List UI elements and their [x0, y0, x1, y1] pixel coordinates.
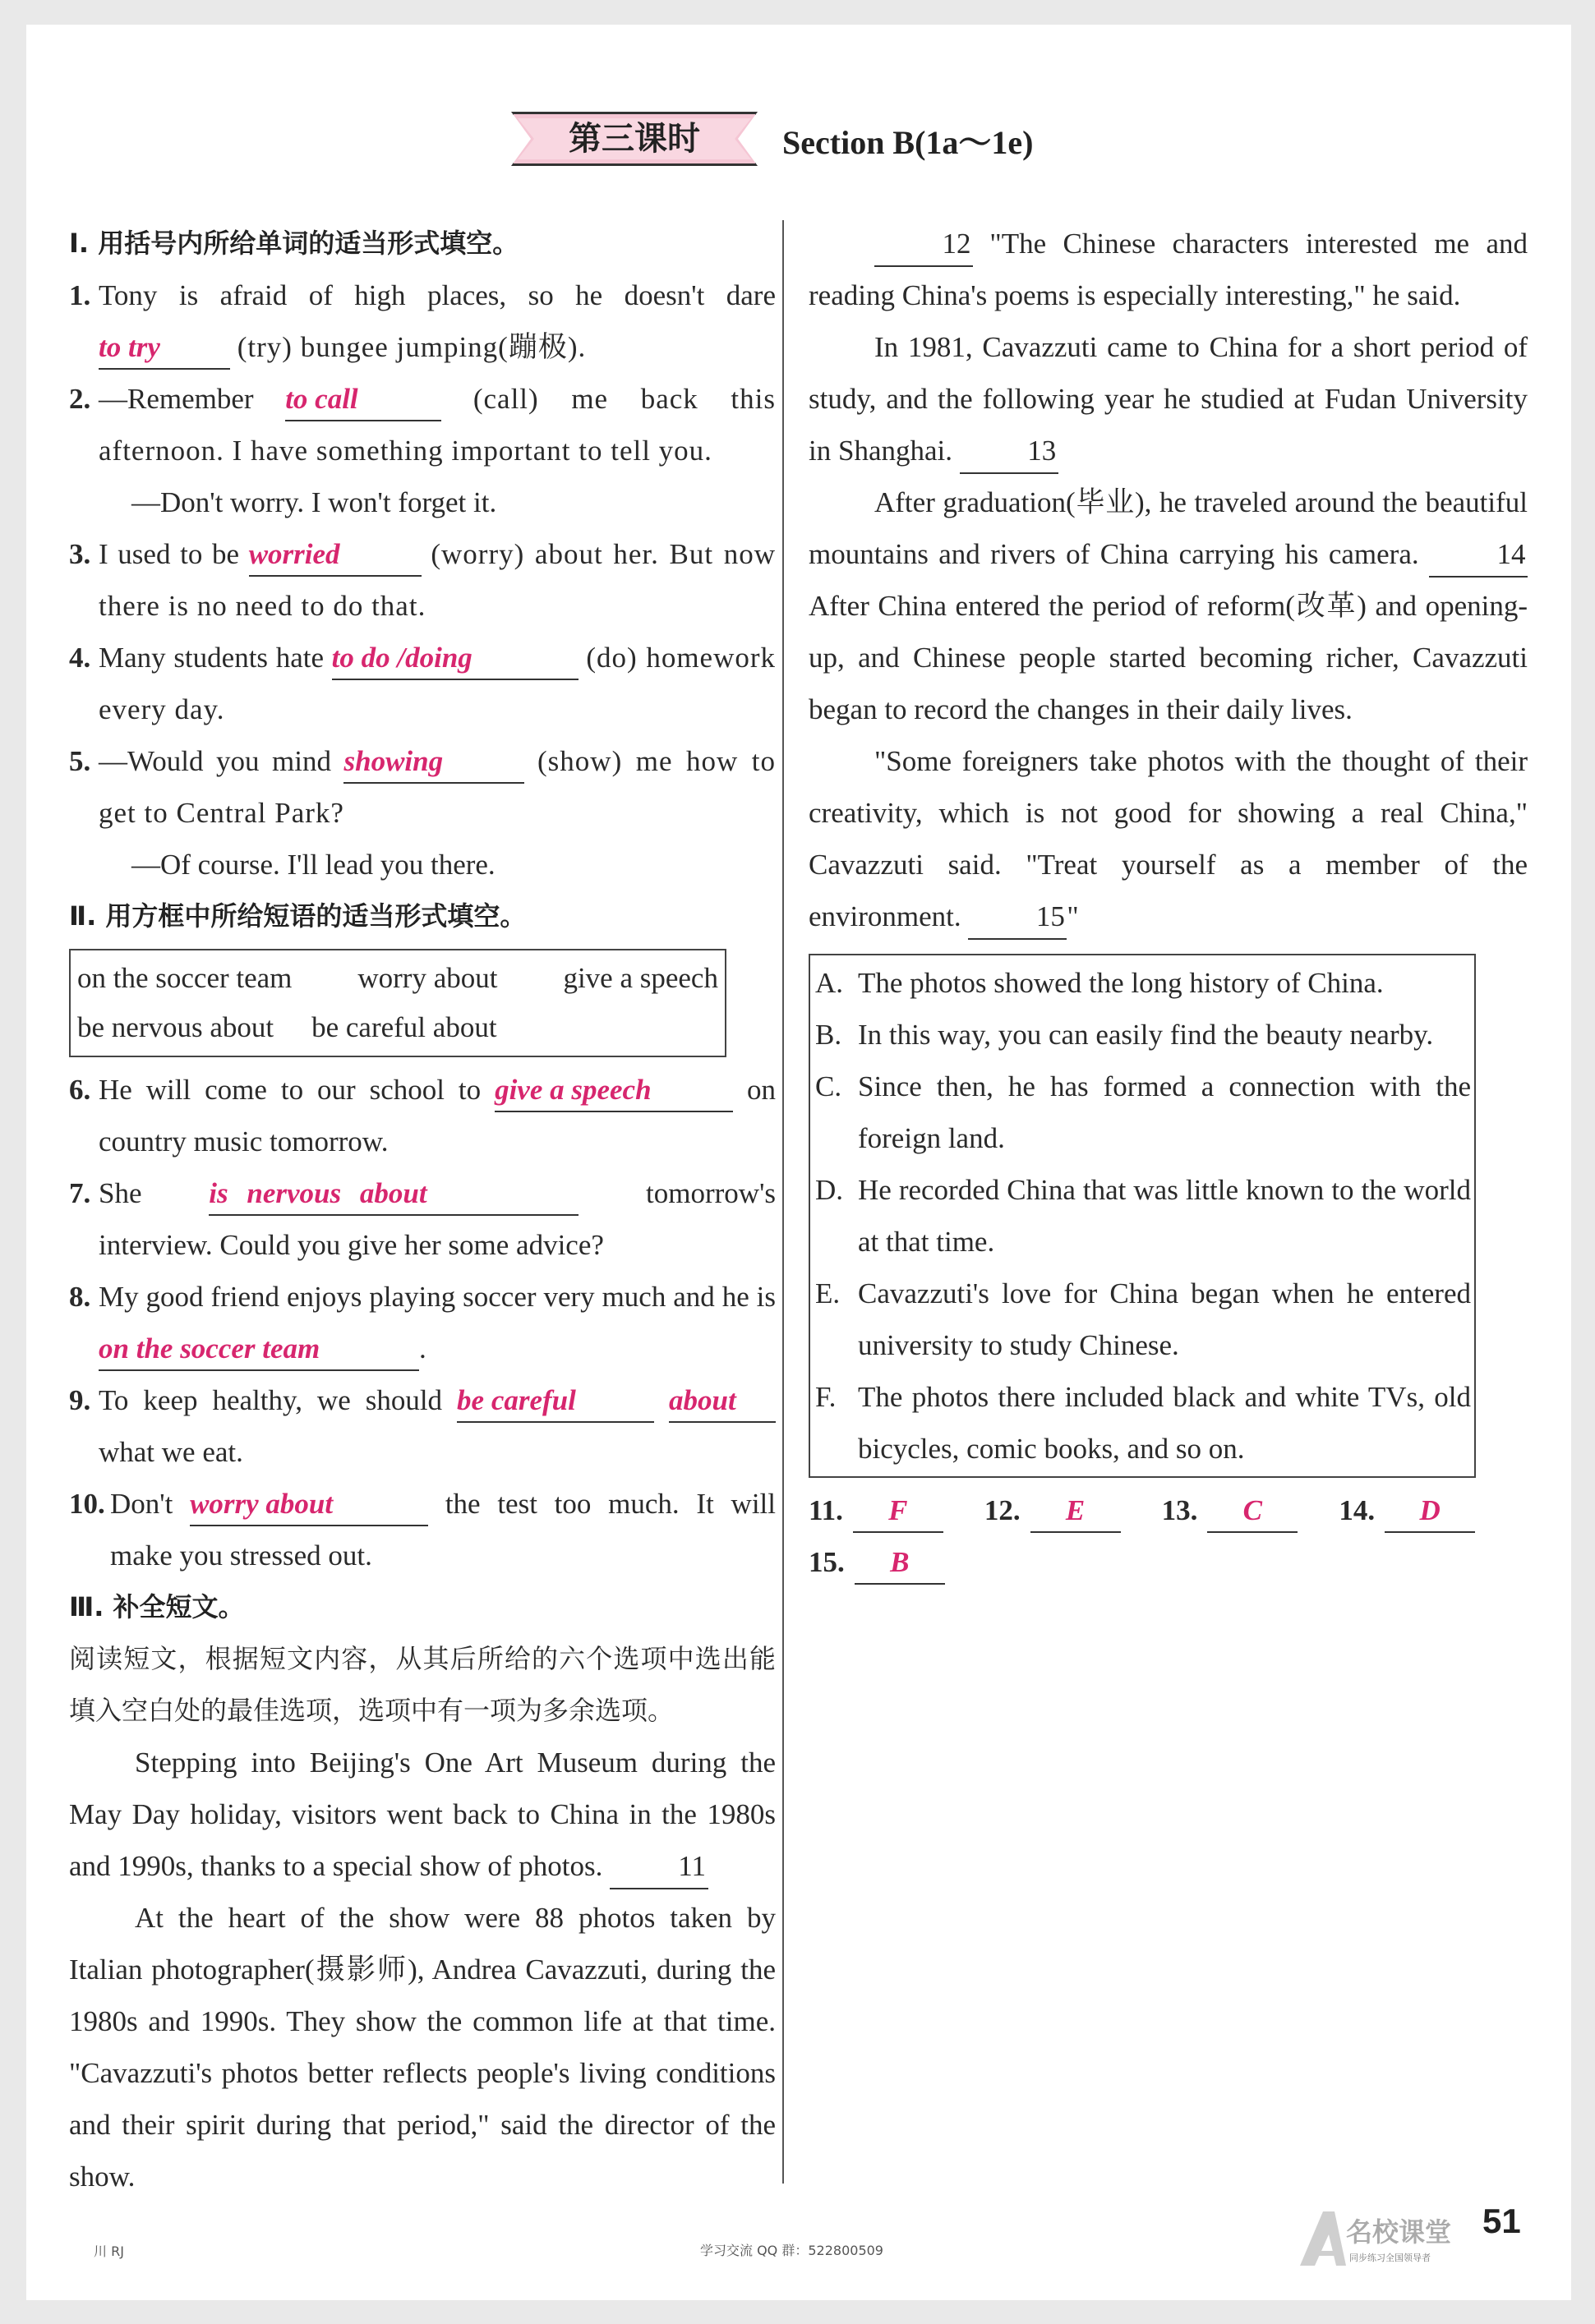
answer-blank-8[interactable]: on the soccer team: [99, 1328, 419, 1371]
left-column: [69, 218, 776, 2202]
answer-blank-10[interactable]: worry about: [190, 1484, 428, 1526]
option-c: C. Since then, he has formed a connection with the foreign land.: [815, 1070, 1471, 1154]
question-1: 1. Tony is afraid of high places, so he doesn't dare to try (try) bungee jumping(蹦极).: [69, 269, 776, 373]
answer-blank-9b[interactable]: about: [669, 1380, 776, 1423]
option-a: A. The photos showed the long history of China.: [815, 967, 1384, 999]
question-10: 10. Don't worry about the test too much. It will make you stressed out.: [69, 1478, 776, 1581]
phrase: on the soccer team: [77, 962, 293, 994]
edition-label: 川 RJ: [94, 2243, 124, 2259]
passage-paragraph-6: "Some foreigners take photos with the thought of their creativity, which is not good for showing a real China," Cavazzuti said. "Treat yourself as a member of the environment. 15": [809, 735, 1528, 942]
qq-group-label: 学习交流 QQ 群：522800509: [700, 2243, 883, 2258]
answer-blank-2[interactable]: to call: [285, 379, 441, 421]
part2-heading: Ⅱ. 用方框中所给短语的适当形式填空。: [69, 900, 527, 932]
passage-paragraph-5: After graduation(毕业), he traveled around the beautiful mountains and rivers of China carrying his camera. 14 After China entered the period of reform(改革) and opening-up, and Chinese people started becoming richer, Cavazzuti began to record the changes in their daily lives.: [809, 486, 1528, 725]
right-column: [809, 218, 1528, 1588]
answer-blank-3[interactable]: worried: [249, 534, 422, 577]
answer-blank-9a[interactable]: be careful: [457, 1380, 654, 1423]
passage-paragraph-4: In 1981, Cavazzuti came to China for a short period of study, and the following year he studied at Fudan University in Shanghai. 13: [809, 321, 1528, 476]
answer-blank-4[interactable]: to do /doing: [332, 637, 579, 680]
passage-blank-15[interactable]: 15: [968, 895, 1067, 940]
section-title: Section B(1a～1e): [782, 124, 1034, 161]
answer-15: 15. B: [809, 1536, 945, 1588]
page-number: 51: [1482, 2202, 1521, 2240]
question-2: 2. —Remember to call (call) me back this afternoon. I have something important to tell you. —Don't worry. I won't forget it.: [69, 373, 776, 528]
passage-paragraph-2: At the heart of the show were 88 photos taken by Italian photographer(摄影师), Andrea Cavazzuti, during the 1980s and 1990s. They show the common life at that time. "Cavazzuti's photos better reflects people's living conditions and their spirit during that period," said the director of the show.: [69, 1902, 776, 2193]
option-f: F. The photos there included black and white TVs, old bicycles, comic books, and so on.: [815, 1381, 1471, 1465]
answer-blank-1[interactable]: to try: [99, 327, 230, 370]
answer-blank-5[interactable]: showing: [343, 741, 524, 784]
worksheet-page: [26, 25, 1571, 2300]
passage-blank-13[interactable]: 13: [960, 430, 1058, 474]
phrase: be nervous about: [77, 1011, 274, 1043]
answer-14: 14. D: [1339, 1484, 1475, 1536]
phrase: be careful about: [311, 1011, 497, 1043]
passage-blank-14[interactable]: 14: [1429, 533, 1528, 578]
question-7: 7. She is nervous about tomorrow's interview. Could you give her some advice?: [69, 1167, 776, 1271]
passage-blank-11[interactable]: 11: [610, 1845, 708, 1889]
answer-blank-6[interactable]: give a speech: [495, 1070, 733, 1112]
lesson-label: 第三课时: [569, 120, 700, 158]
part3-instruction: 阅读短文，根据短文内容，从其后所给的六个选项中选出能填入空白处的最佳选项，选项中有一项为多余选项。: [69, 1643, 776, 1726]
passage-paragraph-1: Stepping into Beijing's One Art Museum during the May Day holiday, visitors went back to China in the 1980s and 1990s, thanks to a special show of photos. 11: [69, 1737, 776, 1892]
svg-text:同步练习全国领导者: 同步练习全国领导者: [1349, 2253, 1431, 2263]
question-4: 4. Many students hate to do /doing (do) homework every day.: [69, 632, 776, 735]
part1-heading: Ⅰ. 用括号内所给单词的适当形式填空。: [69, 228, 519, 259]
part3-heading: Ⅲ. 补全短文。: [69, 1591, 245, 1622]
passage-blank-12[interactable]: 12: [874, 223, 973, 267]
question-3: 3. I used to be worried (worry) about her. But now there is no need to do that.: [69, 528, 776, 632]
answer-12: 12. E: [984, 1484, 1121, 1536]
option-e: E. Cavazzuti's love for China began when he entered university to study Chinese.: [815, 1277, 1471, 1361]
column-divider: [782, 220, 784, 2184]
brand-logo: [1292, 2202, 1481, 2276]
question-6: 6. He will come to our school to give a speech on country music tomorrow.: [69, 1064, 776, 1167]
answer-key: [809, 1484, 1528, 1588]
question-8: 8. My good friend enjoys playing soccer very much and he is on the soccer team .: [69, 1271, 776, 1374]
option-d: D. He recorded China that was little known to the world at that time.: [815, 1174, 1471, 1258]
svg-text:名校课堂: 名校课堂: [1346, 2216, 1452, 2248]
question-5: 5. —Would you mind showing (show) me how to get to Central Park? —Of course. I'll lead you there.: [69, 735, 776, 890]
question-9: 9. To keep healthy, we should be careful about what we eat.: [69, 1374, 776, 1478]
options-box: [809, 954, 1476, 1478]
passage-paragraph-3: 12 "The Chinese characters interested me and reading China's poems is especially interesting," he said.: [809, 218, 1528, 321]
answer-13: 13. C: [1162, 1484, 1298, 1536]
answer-blank-7[interactable]: is nervous about: [209, 1173, 579, 1216]
page-header: [486, 100, 1144, 191]
phrase: give a speech: [563, 962, 718, 994]
phrase: worry about: [357, 962, 498, 994]
answer-11: 11. F: [809, 1484, 943, 1536]
option-b: B. In this way, you can easily find the beauty nearby.: [815, 1019, 1434, 1051]
phrase-box: [69, 949, 726, 1057]
lesson-badge: [511, 112, 758, 166]
